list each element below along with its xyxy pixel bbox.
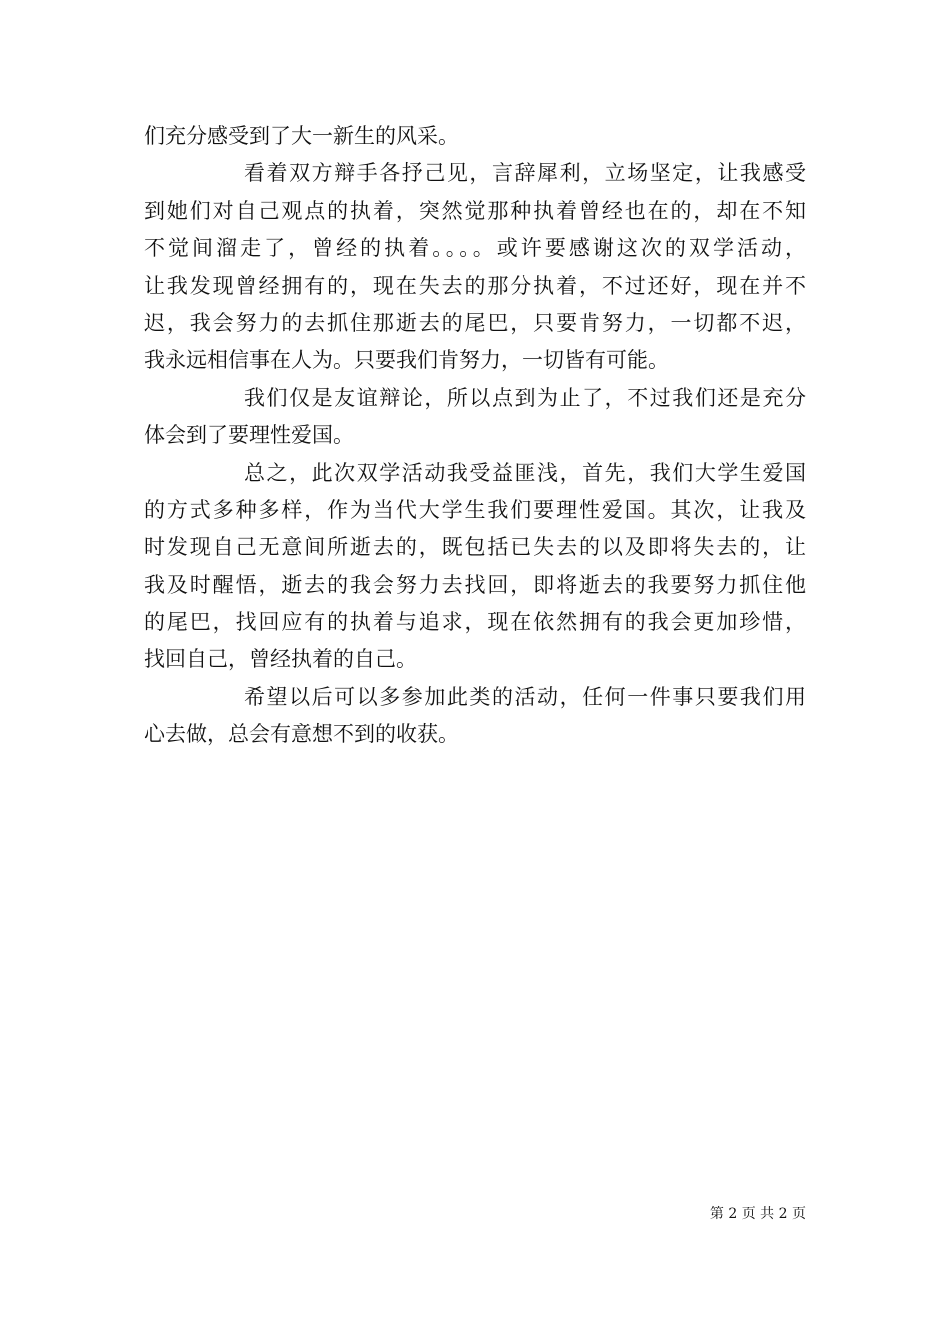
paragraph-line: 总之，此次双学活动我受益匪浅，首先，我们大学生爱国	[244, 460, 806, 485]
page-number-footer: 第 2 页 共 2 页	[709, 1206, 806, 1222]
paragraph-line: 希望以后可以多参加此类的活动，任何一件事只要我们用	[244, 684, 806, 709]
paragraph-line: 迟，我会努力的去抓住那逝去的尾巴，只要肯努力，一切都不迟，	[144, 310, 806, 335]
paragraph-line: 我们仅是友谊辩论，所以点到为止了，不过我们还是充分	[244, 385, 806, 410]
paragraph-line: 体会到了要理性爱国。	[144, 423, 354, 448]
paragraph	[144, 679, 806, 754]
paragraph-line: 的尾巴，找回应有的执着与追求，现在依然拥有的我会更加珍惜，	[144, 610, 806, 635]
paragraph-line: 看着双方辩手各抒己见，言辞犀利，立场坚定，让我感受	[244, 161, 806, 186]
paragraph-line: 找回自己，曾经执着的自己。	[144, 647, 417, 672]
paragraph	[144, 155, 806, 379]
paragraph-line: 的方式多种多样，作为当代大学生我们要理性爱国。其次，让我及	[144, 497, 806, 522]
paragraph	[144, 455, 806, 679]
paragraph-line: 我永远相信事在人为。只要我们肯努力，一切皆有可能。	[144, 348, 669, 373]
paragraph	[144, 380, 806, 455]
paragraph-line: 心去做，总会有意想不到的收获。	[144, 722, 459, 747]
paragraph-line: 不觉间溜走了，曾经的执着。。。。或许要感谢这次的双学活动，	[144, 236, 806, 261]
document-body	[144, 118, 806, 754]
paragraph-line: 到她们对自己观点的执着，突然觉那种执着曾经也在的，却在不知	[144, 198, 806, 223]
paragraph-line: 我及时醒悟，逝去的我会努力去找回，即将逝去的我要努力抓住他	[144, 572, 806, 597]
paragraph-line: 时发现自己无意间所逝去的，既包括已失去的以及即将失去的，让	[144, 535, 806, 560]
paragraph-line: 让我发现曾经拥有的，现在失去的那分执着，不过还好，现在并不	[144, 273, 806, 298]
paragraph	[144, 118, 806, 155]
paragraph-line: 们充分感受到了大一新生的风采。	[144, 124, 459, 148]
